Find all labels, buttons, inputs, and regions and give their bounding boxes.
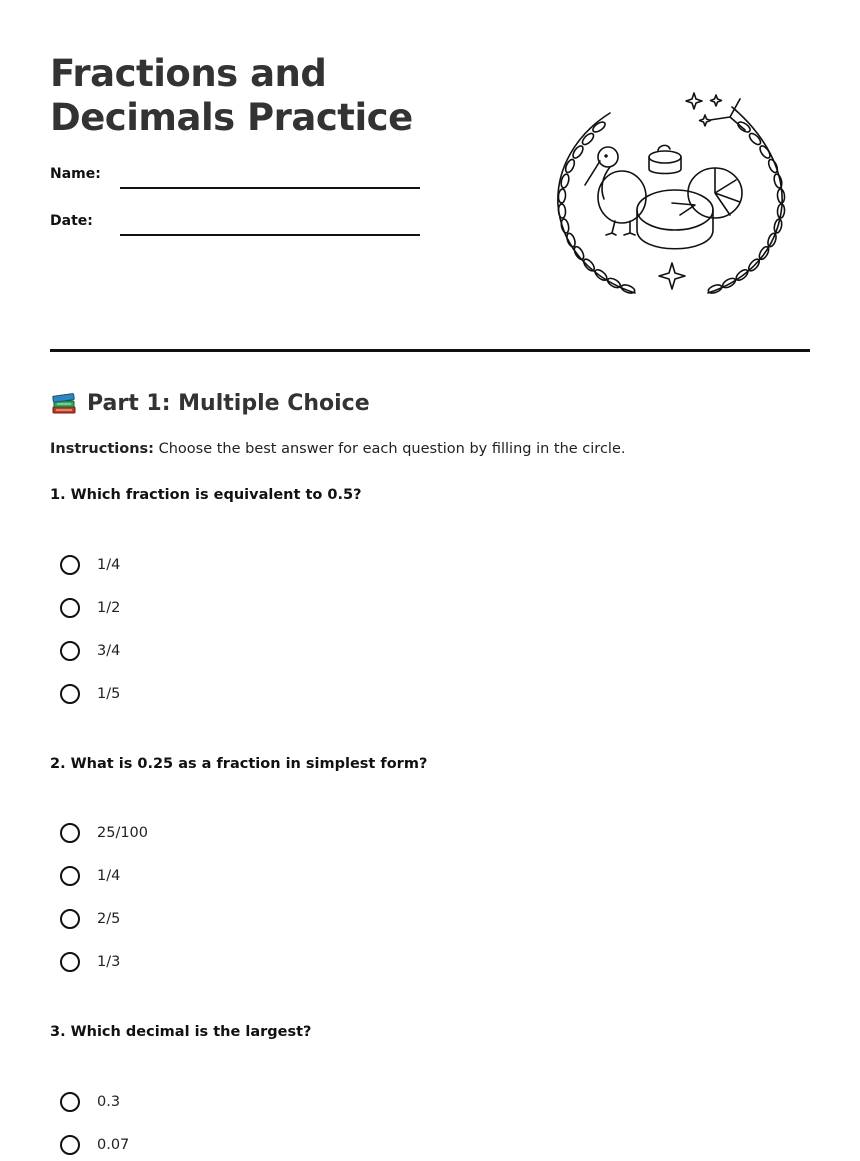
q3-option-2[interactable] bbox=[60, 1132, 129, 1158]
option-label: 1/2 bbox=[97, 600, 121, 616]
radio-circle[interactable] bbox=[60, 555, 80, 575]
q1-option-1[interactable] bbox=[60, 552, 120, 578]
date-field-line[interactable] bbox=[120, 234, 420, 236]
part1-title: Part 1: Multiple Choice bbox=[87, 390, 370, 416]
q2-option-4[interactable] bbox=[60, 949, 120, 975]
q2-option-2[interactable] bbox=[60, 863, 120, 889]
question-2: 2. What is 0.25 as a fraction in simplest form? bbox=[50, 756, 428, 772]
question-1: 1. Which fraction is equivalent to 0.5? bbox=[50, 487, 362, 503]
name-field-line[interactable] bbox=[120, 187, 420, 189]
radio-circle[interactable] bbox=[60, 1135, 80, 1155]
question-3: 3. Which decimal is the largest? bbox=[50, 1024, 312, 1040]
radio-circle[interactable] bbox=[60, 823, 80, 843]
radio-circle[interactable] bbox=[60, 1092, 80, 1112]
page-title: Fractions and Decimals Practice bbox=[50, 52, 413, 139]
radio-circle[interactable] bbox=[60, 866, 80, 886]
instructions bbox=[50, 441, 625, 457]
option-label: 1/4 bbox=[97, 557, 121, 573]
option-label: 25/100 bbox=[97, 825, 149, 841]
option-label: 1/3 bbox=[97, 954, 121, 970]
radio-circle[interactable] bbox=[60, 909, 80, 929]
radio-circle[interactable] bbox=[60, 952, 80, 972]
option-label: 1/5 bbox=[97, 686, 121, 702]
q3-option-1[interactable] bbox=[60, 1089, 120, 1115]
q2-option-3[interactable] bbox=[60, 906, 120, 932]
books-icon bbox=[50, 389, 78, 417]
radio-circle[interactable] bbox=[60, 598, 80, 618]
instructions-text: Choose the best answer for each question by filling in the circle. bbox=[153, 441, 626, 457]
option-label: 3/4 bbox=[97, 643, 121, 659]
name-label: Name: bbox=[50, 166, 101, 182]
radio-circle[interactable] bbox=[60, 641, 80, 661]
q2-option-1[interactable] bbox=[60, 820, 148, 846]
radio-circle[interactable] bbox=[60, 684, 80, 704]
kiwi-cheese-emblem-icon bbox=[540, 85, 800, 305]
section-divider bbox=[50, 349, 810, 352]
date-label: Date: bbox=[50, 213, 93, 229]
instructions-label: Instructions: bbox=[50, 441, 154, 457]
part1-header bbox=[50, 389, 370, 417]
q1-option-4[interactable] bbox=[60, 681, 120, 707]
q1-option-3[interactable] bbox=[60, 638, 120, 664]
option-label: 0.07 bbox=[97, 1137, 130, 1153]
option-label: 1/4 bbox=[97, 868, 121, 884]
q1-option-2[interactable] bbox=[60, 595, 120, 621]
option-label: 0.3 bbox=[97, 1094, 121, 1110]
option-label: 2/5 bbox=[97, 911, 121, 927]
